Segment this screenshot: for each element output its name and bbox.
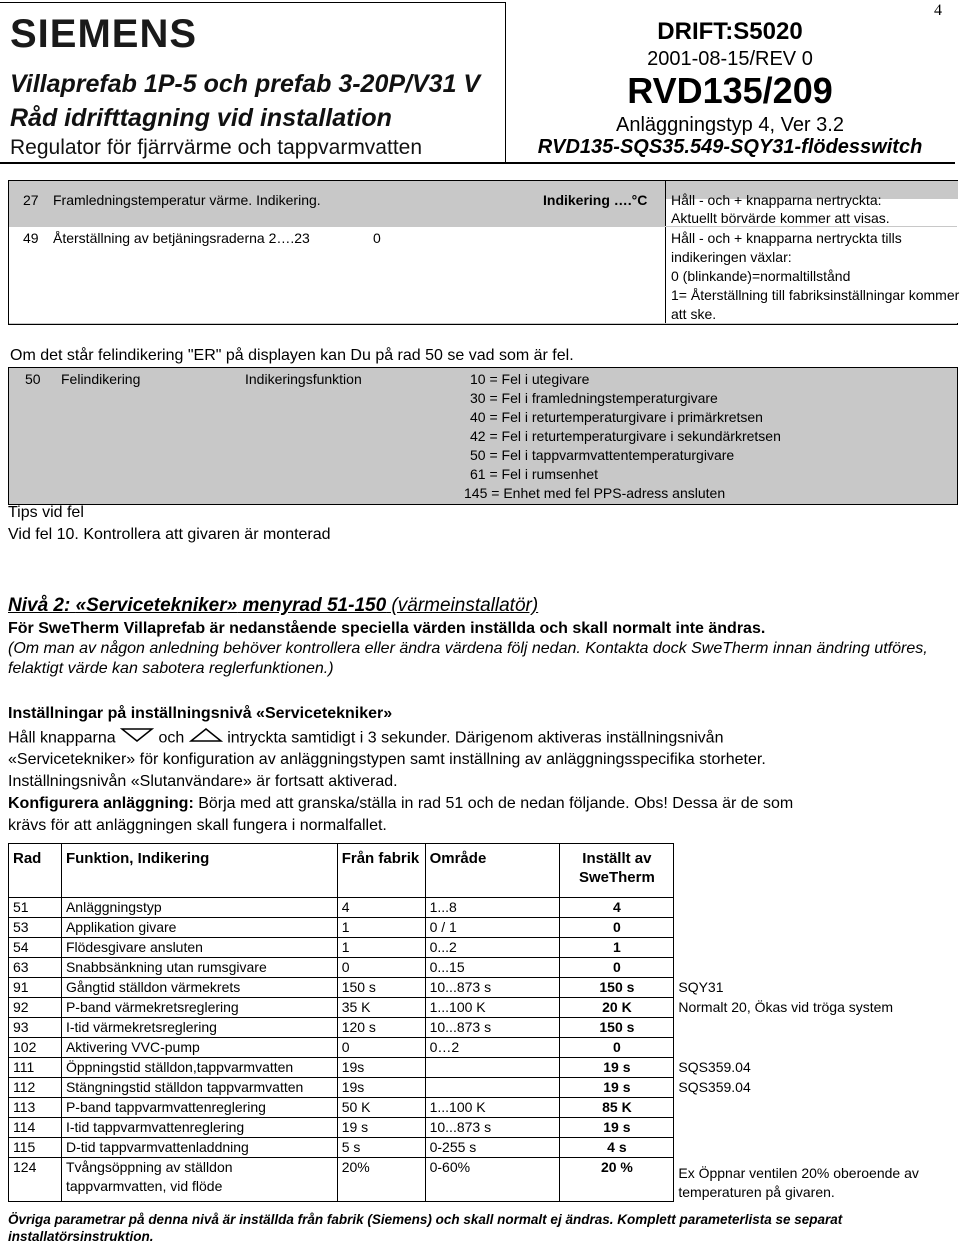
header-title-1: Villaprefab 1P-5 och prefab 3-20P/V31 V (10, 70, 481, 98)
cell-note: SQS359.04 (678, 1078, 751, 1095)
level2-heading (8, 594, 538, 618)
table-row (9, 1158, 953, 1202)
cell-range: 0...15 (425, 958, 560, 978)
row-number: 49 (23, 230, 39, 246)
row-note-line: Håll - och + knapparna nertryckta: (671, 192, 882, 208)
cell-range: 1...100 K (425, 1098, 560, 1118)
col-header-range: Område (425, 844, 560, 898)
cell-function: Anläggningstyp (61, 898, 337, 918)
error-code: 61 = Fel i rumsenhet (470, 466, 599, 482)
cell-factory: 4 (337, 898, 425, 918)
row-note-line: att ske. (671, 306, 717, 322)
table-row (9, 1098, 953, 1118)
cell-factory: 1 (337, 938, 425, 958)
cell-note: Normalt 20, Ökas vid tröga system (678, 998, 894, 1015)
cell-function: I-tid värmekretsreglering (61, 1018, 337, 1038)
top-settings-table (8, 180, 958, 325)
cell-rad: 113 (9, 1098, 62, 1118)
settings-config-line2: krävs för att anläggningen skall fungera i normalfallet. (8, 817, 387, 834)
table-row (9, 998, 953, 1018)
error-code: 40 = Fel i returtemperaturgivare i primärkretsen (470, 409, 763, 425)
cell-range: 1...8 (425, 898, 560, 918)
settings-heading: Inställningar på inställningsnivå «Servicetekniker» (8, 705, 393, 722)
cell-rad: 53 (9, 918, 62, 938)
row-note-line: 0 (blinkande)=normaltillstånd (671, 268, 851, 284)
table-row (9, 978, 953, 998)
level2-italic-note: (Om man av någon anledning behöver kontrollera eller ändra värdena följ nedan. Kontakta dock SweTherm innan ändring utföres, felaktigt värde kan sabotera reglerfunktionen.) (8, 640, 928, 677)
cell-range: 0...2 (425, 938, 560, 958)
cell-swetherm: 85 K (560, 1098, 674, 1118)
tips-title: Tips vid fel (8, 504, 84, 521)
cell-note (674, 958, 953, 978)
tips-line: Vid fel 10. Kontrollera att givaren är monterad (8, 526, 331, 543)
row-value: Indikering ….°C (543, 192, 648, 208)
cell-swetherm: 19 s (560, 1118, 674, 1138)
cell-note (674, 918, 953, 938)
header-subtitle: Regulator för fjärrvärme och tappvarmvatten (10, 136, 423, 159)
cell-rad: 93 (9, 1018, 62, 1038)
settings-line3: Inställningsnivån «Slutanvändare» är fortsatt aktiverad. (8, 773, 398, 790)
cell-rad: 115 (9, 1138, 62, 1158)
cell-function: Aktivering VVC-pump (61, 1038, 337, 1058)
cell-note (674, 1018, 953, 1038)
cell-note (674, 1038, 953, 1058)
level2-heading-role: «Servicetekniker» (75, 595, 238, 616)
hold-suffix: intryckta samtidigt i 3 sekunder. Därigenom aktiveras inställningsnivån (227, 729, 724, 747)
hold-prefix: Håll knapparna (8, 729, 116, 747)
cell-rad: 102 (9, 1038, 62, 1058)
cell-rad: 63 (9, 958, 62, 978)
error-code: 10 = Fel i utegivare (470, 371, 590, 387)
table-header-row (9, 844, 953, 898)
cell-range: 1...100 K (425, 998, 560, 1018)
cell-rad: 54 (9, 938, 62, 958)
col-header-function: Funktion, Indikering (61, 844, 337, 898)
row-note-line: Aktuellt börvärde kommer att visas. (671, 210, 890, 226)
row-note-line: 1= Återställning till fabriksinställningar kommer (671, 287, 960, 303)
col-header-factory: Från fabrik (337, 844, 425, 898)
cell-function: P-band värmekretsreglering (61, 998, 337, 1018)
cell-swetherm: 0 (560, 918, 674, 938)
row-value: 0 (373, 230, 381, 246)
table-row (9, 938, 953, 958)
table-row (9, 1078, 953, 1098)
cell-note: Ex Öppnar ventilen 20% oberoende av temperaturen på givaren. (678, 1164, 919, 1200)
cell-rad: 124 (9, 1158, 62, 1202)
cell-function: Öppningstid ställdon,tappvarmvatten (61, 1058, 337, 1078)
header-plant-type: Anläggningstyp 4, Ver 3.2 (616, 114, 844, 136)
header-config: RVD135-SQS35.549-SQY31-flödesswitch (537, 136, 923, 158)
header-model: RVD135/209 (627, 70, 833, 111)
header-title-2: Råd idrifttagning vid installation (10, 104, 392, 132)
cell-swetherm: 150 s (560, 1018, 674, 1038)
cell-swetherm: 19 s (560, 1058, 674, 1078)
error-row-number: 50 (25, 371, 41, 387)
cell-range: 0…2 (425, 1038, 560, 1058)
row-note-line: indikeringen växlar: (671, 249, 792, 265)
cell-rad: 114 (9, 1118, 62, 1138)
error-row-label: Indikeringsfunktion (245, 371, 362, 387)
cell-swetherm: 20 % (560, 1158, 674, 1202)
settings-line2: «Servicetekniker» för konfiguration av anläggningstypen samt inställning av anläggningsspecifika storheter. (8, 751, 766, 768)
cell-range: 0-60% (425, 1158, 560, 1202)
cell-swetherm: 1 (560, 938, 674, 958)
cell-factory: 1 (337, 918, 425, 938)
cell-factory: 19s (337, 1078, 425, 1098)
cell-function: Snabbsänkning utan rumsgivare (61, 958, 337, 978)
col-header-note (674, 844, 953, 898)
error-intro: Om det står felindikering "ER" på displayen kan Du på rad 50 se vad som är fel. (10, 347, 574, 364)
chevron-up-button-icon (189, 727, 223, 750)
header-drift: DRIFT:S5020 (657, 18, 803, 45)
cell-function: Tvångsöppning av ställdon tappvarmvatten, vid flöde (61, 1158, 337, 1202)
cell-factory: 5 s (337, 1138, 425, 1158)
cell-range (425, 1058, 560, 1078)
chevron-down-button-icon (120, 727, 154, 750)
table-row (9, 1038, 953, 1058)
cell-factory: 19 s (337, 1118, 425, 1138)
cell-range: 0 / 1 (425, 918, 560, 938)
service-parameter-table (8, 843, 953, 1202)
config-text: Börja med att granska/ställa in rad 51 och de nedan följande. Obs! Dessa är de som (193, 795, 794, 812)
cell-range: 10...873 s (425, 1018, 560, 1038)
page-number: 4 (934, 2, 942, 19)
settings-hold-line (8, 727, 723, 750)
cell-factory: 120 s (337, 1018, 425, 1038)
document-header (0, 0, 960, 170)
error-row-function: Felindikering (61, 371, 141, 387)
table-row (9, 918, 953, 938)
hold-och: och (158, 729, 185, 747)
cell-swetherm: 150 s (560, 978, 674, 998)
table-row (9, 1118, 953, 1138)
error-code: 30 = Fel i framledningstemperaturgivare (470, 390, 718, 406)
table-row (9, 1138, 953, 1158)
cell-rad: 51 (9, 898, 62, 918)
row-note-line: Håll - och + knapparna nertryckta tills (671, 230, 902, 246)
cell-note (674, 898, 953, 918)
level2-heading-menu: menyrad 51-150 (237, 595, 387, 616)
cell-factory: 150 s (337, 978, 425, 998)
cell-factory: 0 (337, 958, 425, 978)
cell-note (674, 938, 953, 958)
cell-swetherm: 4 (560, 898, 674, 918)
cell-function: P-band tappvarmvattenreglering (61, 1098, 337, 1118)
cell-rad: 92 (9, 998, 62, 1018)
cell-swetherm: 4 s (560, 1138, 674, 1158)
table-row (9, 1018, 953, 1038)
table-row (9, 958, 953, 978)
cell-factory: 0 (337, 1038, 425, 1058)
cell-swetherm: 0 (560, 958, 674, 978)
cell-range (425, 1078, 560, 1098)
cell-factory: 35 K (337, 998, 425, 1018)
siemens-logo: SIEMENS (10, 12, 198, 56)
error-code: 42 = Fel i returtemperaturgivare i sekundärkretsen (470, 428, 781, 444)
cell-rad: 112 (9, 1078, 62, 1098)
cell-factory: 19s (337, 1058, 425, 1078)
footer-note: Övriga parametrar på denna nivå är inställda från fabrik (Siemens) och skall normalt ej ändras. Komplett parameterlista se separat installatörsinstruktion. (8, 1212, 843, 1244)
cell-function: D-tid tappvarmvattenladdning (61, 1138, 337, 1158)
col-header-rad: Rad (9, 844, 62, 898)
cell-note: SQY31 (678, 978, 724, 995)
error-code: 145 = Enhet med fel PPS-adress ansluten (464, 485, 726, 501)
error-code: 50 = Fel i tappvarmvattentemperaturgivare (470, 447, 735, 463)
cell-swetherm: 0 (560, 1038, 674, 1058)
cell-function: I-tid tappvarmvattenreglering (61, 1118, 337, 1138)
cell-function: Gångtid ställdon värmekrets (61, 978, 337, 998)
cell-function: Applikation givare (61, 918, 337, 938)
level2-heading-prefix: Nivå 2: (8, 595, 76, 616)
cell-rad: 91 (9, 978, 62, 998)
cell-factory: 20% (337, 1158, 425, 1202)
cell-range: 10...873 s (425, 1118, 560, 1138)
cell-note (674, 1098, 953, 1118)
cell-swetherm: 19 s (560, 1078, 674, 1098)
table-row (9, 898, 953, 918)
table-row (9, 1058, 953, 1078)
row-function: Framledningstemperatur värme. Indikering. (53, 192, 321, 208)
cell-swetherm: 20 K (560, 998, 674, 1018)
cell-range: 0-255 s (425, 1138, 560, 1158)
row-number: 27 (23, 192, 39, 208)
level2-heading-suffix: (värmeinstallatör) (386, 595, 539, 616)
col-header-swetherm: Inställt av SweTherm (560, 844, 674, 898)
row-function: Återställning av betjäningsraderna 2….23 (53, 230, 310, 246)
cell-note (674, 1118, 953, 1138)
cell-note: SQS359.04 (678, 1058, 751, 1075)
cell-function: Flödesgivare ansluten (61, 938, 337, 958)
cell-function: Stängningstid ställdon tappvarmvatten (61, 1078, 337, 1098)
level2-bold-note: För SweTherm Villaprefab är nedanstående speciella värden inställda och skall normalt inte ändras. (8, 620, 766, 637)
cell-factory: 50 K (337, 1098, 425, 1118)
cell-rad: 111 (9, 1058, 62, 1078)
error-table (8, 367, 958, 505)
header-date-rev: 2001-08-15/REV 0 (647, 48, 813, 70)
cell-range: 10...873 s (425, 978, 560, 998)
settings-config-line (8, 794, 793, 814)
config-label: Konfigurera anläggning: (8, 795, 194, 812)
cell-note (674, 1138, 953, 1158)
